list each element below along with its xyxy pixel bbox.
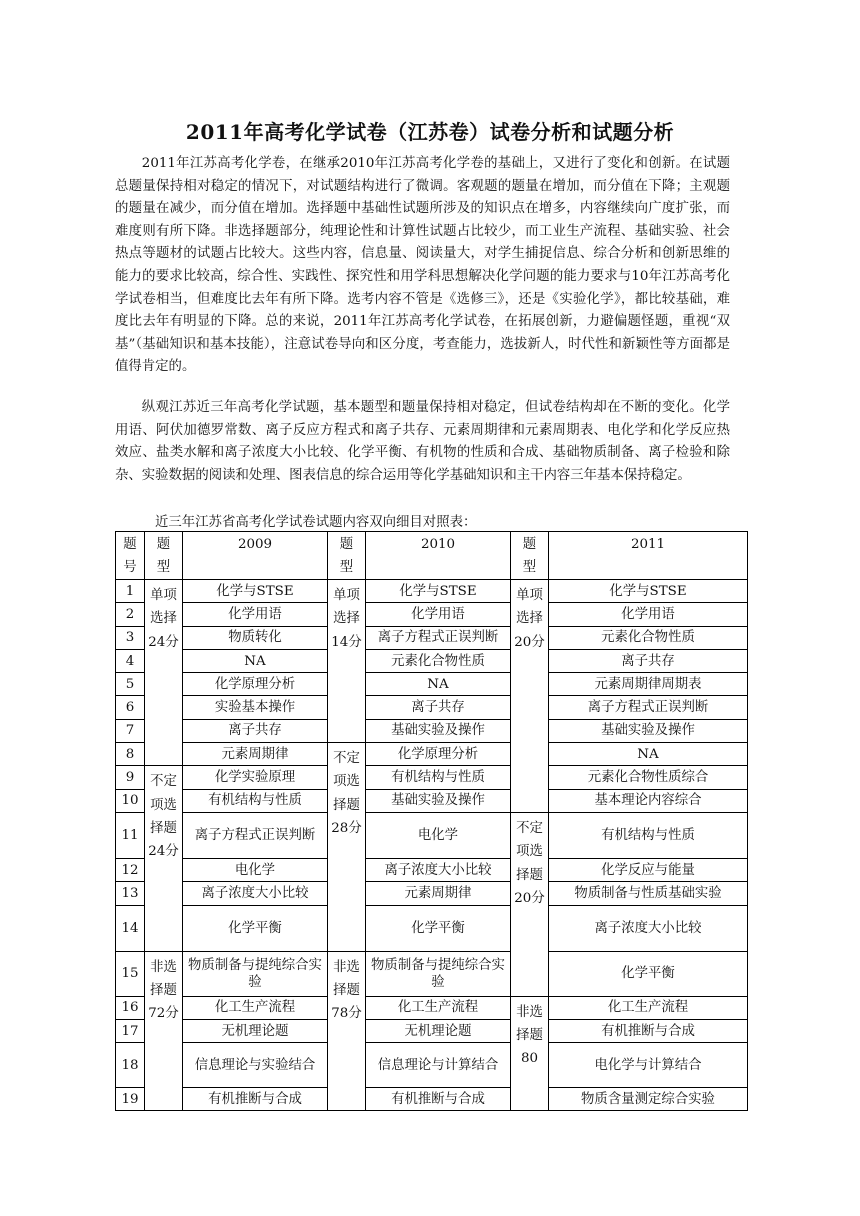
row-number: 18 [116,1043,145,1088]
content-2011: 离子浓度大小比较 [549,905,748,951]
content-2009: 化学原理分析 [183,673,328,696]
table-row [116,743,748,766]
content-2009: 有机推断与合成 [183,1088,328,1111]
header-2011: 2011 [549,532,748,580]
table-row [116,789,748,812]
intro-paragraph: 2011年江苏高考化学卷，在继承2010年江苏高考化学卷的基础上，又进行了变化和创新。在试题总题量保持相对稳定的情况下，对试题结构进行了微调。客观题的题量在增加，而分值在下降；主观题的题量在减少，而分值在增加。选择题中基础性试题所涉及的知识点在增多，内容继续向广度扩张，而难度则有所下降。非选择题部分，纯理论性和计算性试题占比较少，而工业生产流程、基础实验、社会热点等题材的试题占比较大。这些内容，信息量、阅读量大，对学生捕捉信息、综合分析和创新思维的能力的要求比较高，综合性、实践性、探究性和用学科思想解决化学问题的能力要求与10年江苏高考化学试卷相当，但难度比去年有所下降。选考内容不管是《选修三》，还是《实验化学》，都比较基础，难度比去年有明显的下降。总的来说，2011年江苏高考化学试卷，在拓展创新，力避偏题怪题，重视“双基”（基础知识和基本技能），注意试卷导向和区分度，考查能力，选拔新人，时代性和新颖性等方面都是值得肯定的。 [115,156,730,375]
table-row [116,996,748,1019]
content-2009: 信息理论与实验结合 [183,1043,328,1088]
content-2010: 元素化合物性质 [366,649,511,672]
type-cell-2009: 非选择题72分 [145,951,183,1111]
row-number: 13 [116,882,145,905]
header-type: 题型 [511,532,549,580]
content-2011: 电化学与计算结合 [549,1043,748,1088]
content-2009: 物质制备与提纯综合实验 [183,951,328,996]
type-cell-2011: 不定项选择题20分 [511,812,549,996]
content-2010: 离子共存 [366,696,511,719]
row-number: 10 [116,789,145,812]
page-title: 2011年高考化学试卷（江苏卷）试卷分析和试题分析 [185,120,675,144]
table-row [116,882,748,905]
content-2011: 有机推断与合成 [549,1019,748,1042]
table-row [116,580,748,603]
table-header-row [116,532,748,580]
content-2010: 化学平衡 [366,905,511,951]
header-type: 题型 [328,532,366,580]
content-2011: 化工生产流程 [549,996,748,1019]
type-cell-2011: 单项选择20分 [511,580,549,813]
content-2011: 基本理论内容综合 [549,789,748,812]
content-2010: 物质制备与提纯综合实验 [366,951,511,996]
content-2010: 化学用语 [366,603,511,626]
table-row [116,1088,748,1111]
content-2009: 化学平衡 [183,905,328,951]
row-number: 7 [116,719,145,742]
table-row [116,1019,748,1042]
row-number: 2 [116,603,145,626]
content-2009: 化工生产流程 [183,996,328,1019]
header-2009: 2009 [183,532,328,580]
row-number: 15 [116,951,145,996]
content-2009: 有机结构与性质 [183,789,328,812]
content-2009: 物质转化 [183,626,328,649]
content-2011: 离子方程式正误判断 [549,696,748,719]
content-2009: 化学与STSE [183,580,328,603]
content-2009: 化学用语 [183,603,328,626]
content-2010: 信息理论与计算结合 [366,1043,511,1088]
row-number: 11 [116,812,145,858]
comparison-table [115,531,748,1111]
type-cell-2010: 不定项选择题28分 [328,743,366,951]
content-2010: 有机结构与性质 [366,766,511,789]
type-cell-2010: 非选择题78分 [328,951,366,1111]
row-number: 14 [116,905,145,951]
header-type: 题型 [145,532,183,580]
table-row [116,603,748,626]
content-2010: 离子方程式正误判断 [366,626,511,649]
row-number: 1 [116,580,145,603]
table-row [116,719,748,742]
content-2009: 离子方程式正误判断 [183,812,328,858]
table-caption: 近三年江苏省高考化学试卷试题内容双向细目对照表： [155,515,477,530]
overview-paragraph: 纵观江苏近三年高考化学试题，基本题型和题量保持相对稳定，但试卷结构却在不断的变化。化学用语、阿伏加德罗常数、离子反应方程式和离子共存、元素周期律和元素周期表、电化学和化学反应热效应、盐类水解和离子浓度大小比较、化学平衡、有机物的性质和合成、基础物质制备、离子检验和除杂、实验数据的阅读和处理、图表信息的综合运用等化学基础知识和主干内容三年基本保持稳定。 [115,400,730,483]
content-2010: 化工生产流程 [366,996,511,1019]
type-cell-2009: 不定项选择题24分 [145,766,183,951]
content-2010: 化学与STSE [366,580,511,603]
type-cell-2010: 单项选择14分 [328,580,366,743]
content-2009: 化学实验原理 [183,766,328,789]
row-number: 16 [116,996,145,1019]
row-number: 17 [116,1019,145,1042]
content-2009: 电化学 [183,858,328,881]
content-2010: 基础实验及操作 [366,789,511,812]
content-2011: 元素化合物性质综合 [549,766,748,789]
content-2010: 基础实验及操作 [366,719,511,742]
content-2010: 电化学 [366,812,511,858]
content-2010: 化学原理分析 [366,743,511,766]
content-2009: 离子浓度大小比较 [183,882,328,905]
content-2011: 物质含量测定综合实验 [549,1088,748,1111]
content-2011: 化学平衡 [549,951,748,996]
content-2011: 化学用语 [549,603,748,626]
content-2011: 离子共存 [549,649,748,672]
content-2011: 元素周期律周期表 [549,673,748,696]
content-2009: 实验基本操作 [183,696,328,719]
content-2011: 化学反应与能量 [549,858,748,881]
row-number: 4 [116,649,145,672]
row-number: 12 [116,858,145,881]
row-number: 9 [116,766,145,789]
content-2010: 离子浓度大小比较 [366,858,511,881]
type-cell-2009: 单项选择24分 [145,580,183,766]
content-2009: 元素周期律 [183,743,328,766]
content-2010: 无机理论题 [366,1019,511,1042]
table-row [116,905,748,951]
table-row [116,951,748,996]
row-number: 6 [116,696,145,719]
content-2009: 无机理论题 [183,1019,328,1042]
content-2011: 基础实验及操作 [549,719,748,742]
table-row [116,812,748,858]
content-2011: 物质制备与性质基础实验 [549,882,748,905]
table-row [116,649,748,672]
content-2011: 元素化合物性质 [549,626,748,649]
row-number: 8 [116,743,145,766]
table-row [116,626,748,649]
type-cell-2011: 非选择题80 [511,996,549,1111]
content-2010: 有机推断与合成 [366,1088,511,1111]
content-2010: NA [366,673,511,696]
row-number: 3 [116,626,145,649]
content-2011: NA [549,743,748,766]
table-row [116,1043,748,1088]
row-number: 5 [116,673,145,696]
header-number: 题号 [116,532,145,580]
content-2009: 离子共存 [183,719,328,742]
header-2010: 2010 [366,532,511,580]
table-row [116,766,748,789]
content-2011: 有机结构与性质 [549,812,748,858]
content-2011: 化学与STSE [549,580,748,603]
table-row [116,696,748,719]
table-row [116,858,748,881]
row-number: 19 [116,1088,145,1111]
content-2009: NA [183,649,328,672]
content-2010: 元素周期律 [366,882,511,905]
table-row [116,673,748,696]
